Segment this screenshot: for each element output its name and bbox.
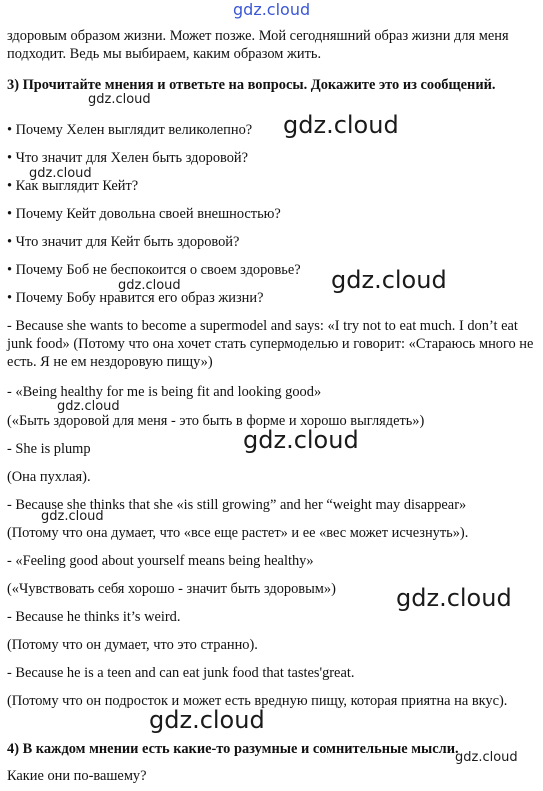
watermark-top: gdz.cloud [233,0,311,19]
question-helen-healthy: • Что значит для Хелен быть здоровой? [7,150,249,166]
watermark: gdz.cloud [29,166,92,181]
watermark: gdz.cloud [118,278,181,293]
answer-6-translation: (Потому что он думает, что это странно). [7,637,258,653]
question-bob-lifestyle: • Почему Бобу нравится его образ жизни? [7,290,264,306]
question-helen-look: • Почему Хелен выглядит великолепно? [7,122,253,138]
watermark: gdz.cloud [455,750,518,765]
question-kate-look: • Как выглядит Кейт? [7,178,139,194]
watermark: gdz.cloud [57,399,120,414]
intro-paragraph: здоровым образом жизни. Может позже. Мой сегодняшний образ жизни для меня подходит. Ведь мы выбираем, каким образом жить. [7,28,509,62]
answer-6: - Because he thinks it’s weird. [7,609,181,625]
watermark: gdz.cloud [243,426,359,454]
answer-4-translation: (Потому что она думает, что «все еще растет» и ее «вес может исчезнуть»). [7,525,469,541]
question-kate-happy: • Почему Кейт довольна своей внешностью? [7,206,281,222]
question-bob-worry: • Почему Боб не беспокоится о своем здоровье? [7,262,301,278]
watermark: gdz.cloud [88,92,151,107]
answer-5-translation: («Чувствовать себя хорошо - значит быть здоровым») [7,581,336,597]
watermark: gdz.cloud [396,584,512,612]
task-4-question: Какие они по-вашему? [7,768,147,784]
watermark: gdz.cloud [283,111,399,139]
answer-5: - «Feeling good about yourself means being healthy» [7,553,314,569]
answer-1: - Because she wants to become a supermodel and says: «I try not to eat much. I don’t eat junk food» (Потому что она хочет стать супермоделью и говорит: «Стараюсь много не есть. Я не ем нездоровую пищу») [7,318,534,370]
answer-3-translation: (Она пухлая). [7,469,91,485]
question-kate-healthy: • Что значит для Кейт быть здоровой? [7,234,240,250]
answer-3: - She is plump [7,441,91,457]
answer-4: - Because she thinks that she «is still growing” and her “weight may disappear» [7,497,467,513]
answer-2: - «Being healthy for me is being fit and looking good» [7,384,322,400]
watermark: gdz.cloud [41,509,104,524]
task-4-heading: 4) В каждом мнении есть какие-то разумные и сомнительные мысли. [7,741,459,757]
answer-2-translation: («Быть здоровой для меня - это быть в форме и хорошо выглядеть») [7,413,425,429]
answer-7: - Because he is a teen and can eat junk food that tastes'great. [7,665,355,681]
watermark: gdz.cloud [149,706,265,734]
task-3-heading: 3) Прочитайте мнения и ответьте на вопросы. Докажите это из сообщений. [7,77,496,93]
watermark: gdz.cloud [331,266,447,294]
answer-7-translation: (Потому что он подросток и может есть вредную пищу, которая приятна на вкус). [7,693,508,709]
